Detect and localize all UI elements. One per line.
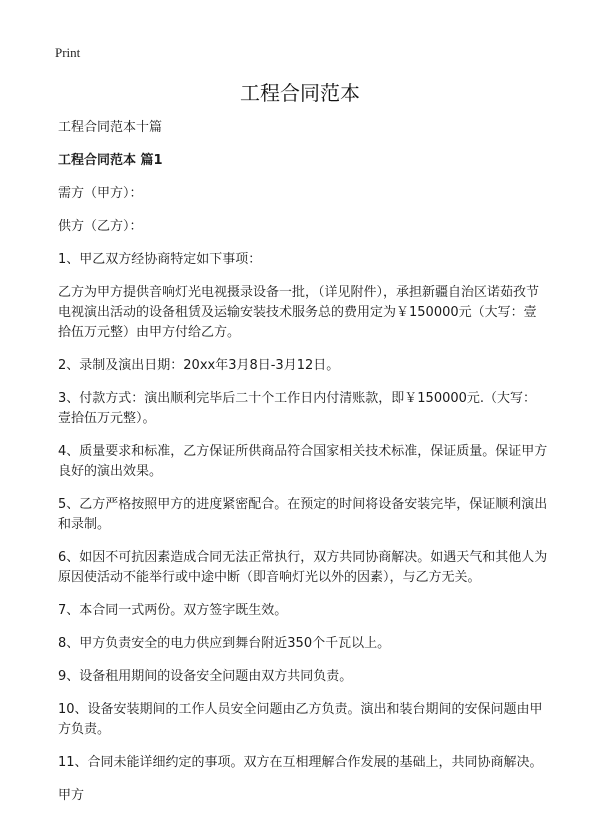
section-heading: 工程合同范本 篇1 [58, 153, 163, 168]
clause-2: 2、录制及演出日期：20xx年3月8日-3月12日。 [58, 358, 340, 373]
print-link[interactable]: Print [55, 45, 81, 60]
clause-7: 7、本合同一式两份。双方签字既生效。 [58, 603, 288, 618]
clause-11: 11、合同未能详细约定的事项。双方在互相理解合作发展的基础上，共同协商解决。 [58, 755, 543, 770]
clause-3: 3、付款方式：演出顺利完毕后二十个工作日内付清账款，即￥150000元.（大写：壹拾伍万元整）。 [58, 391, 537, 426]
clause-4: 4、质量要求和标准，乙方保证所供商品符合国家相关技术标准，保证质量。保证甲方良好的演出效果。 [58, 444, 548, 479]
clause-10: 10、设备安装期间的工作人员安全问题由乙方负责。演出和装台期间的安保问题由甲方负责。 [58, 702, 543, 737]
document-body [58, 118, 548, 819]
clause-1-body: 乙方为甲方提供音响灯光电视摄录设备一批，（详见附件），承担新疆自治区诺茹孜节电视演出活动的设备租赁及运输安装技术服务总的费用定为￥150000元（大写：壹拾伍万元整）由甲方付给乙方。 [58, 285, 540, 340]
clause-6: 6、如因不可抗因素造成合同无法正常执行，双方共同协商解决。如遇天气和其他人为原因使活动不能举行或中途中断（即音响灯光以外的因素），与乙方无关。 [58, 550, 548, 585]
party-b-line: 供方（乙方）： [58, 219, 143, 234]
clause-1-heading: 1、甲乙双方经协商特定如下事项： [58, 252, 262, 267]
clause-9: 9、设备租用期间的设备安全问题由双方共同负责。 [58, 669, 353, 684]
page-title: 工程合同范本 [240, 81, 360, 105]
signature-party-a: 甲方 [58, 788, 85, 803]
clause-5: 5、乙方严格按照甲方的进度紧密配合。在预定的时间将设备安装完毕，保证顺利演出和录制。 [58, 497, 548, 532]
party-a-line: 需方（甲方）： [58, 186, 143, 201]
document-subtitle: 工程合同范本十篇 [58, 120, 163, 135]
clause-8: 8、甲方负责安全的电力供应到舞台附近350个千瓦以上。 [58, 636, 391, 651]
